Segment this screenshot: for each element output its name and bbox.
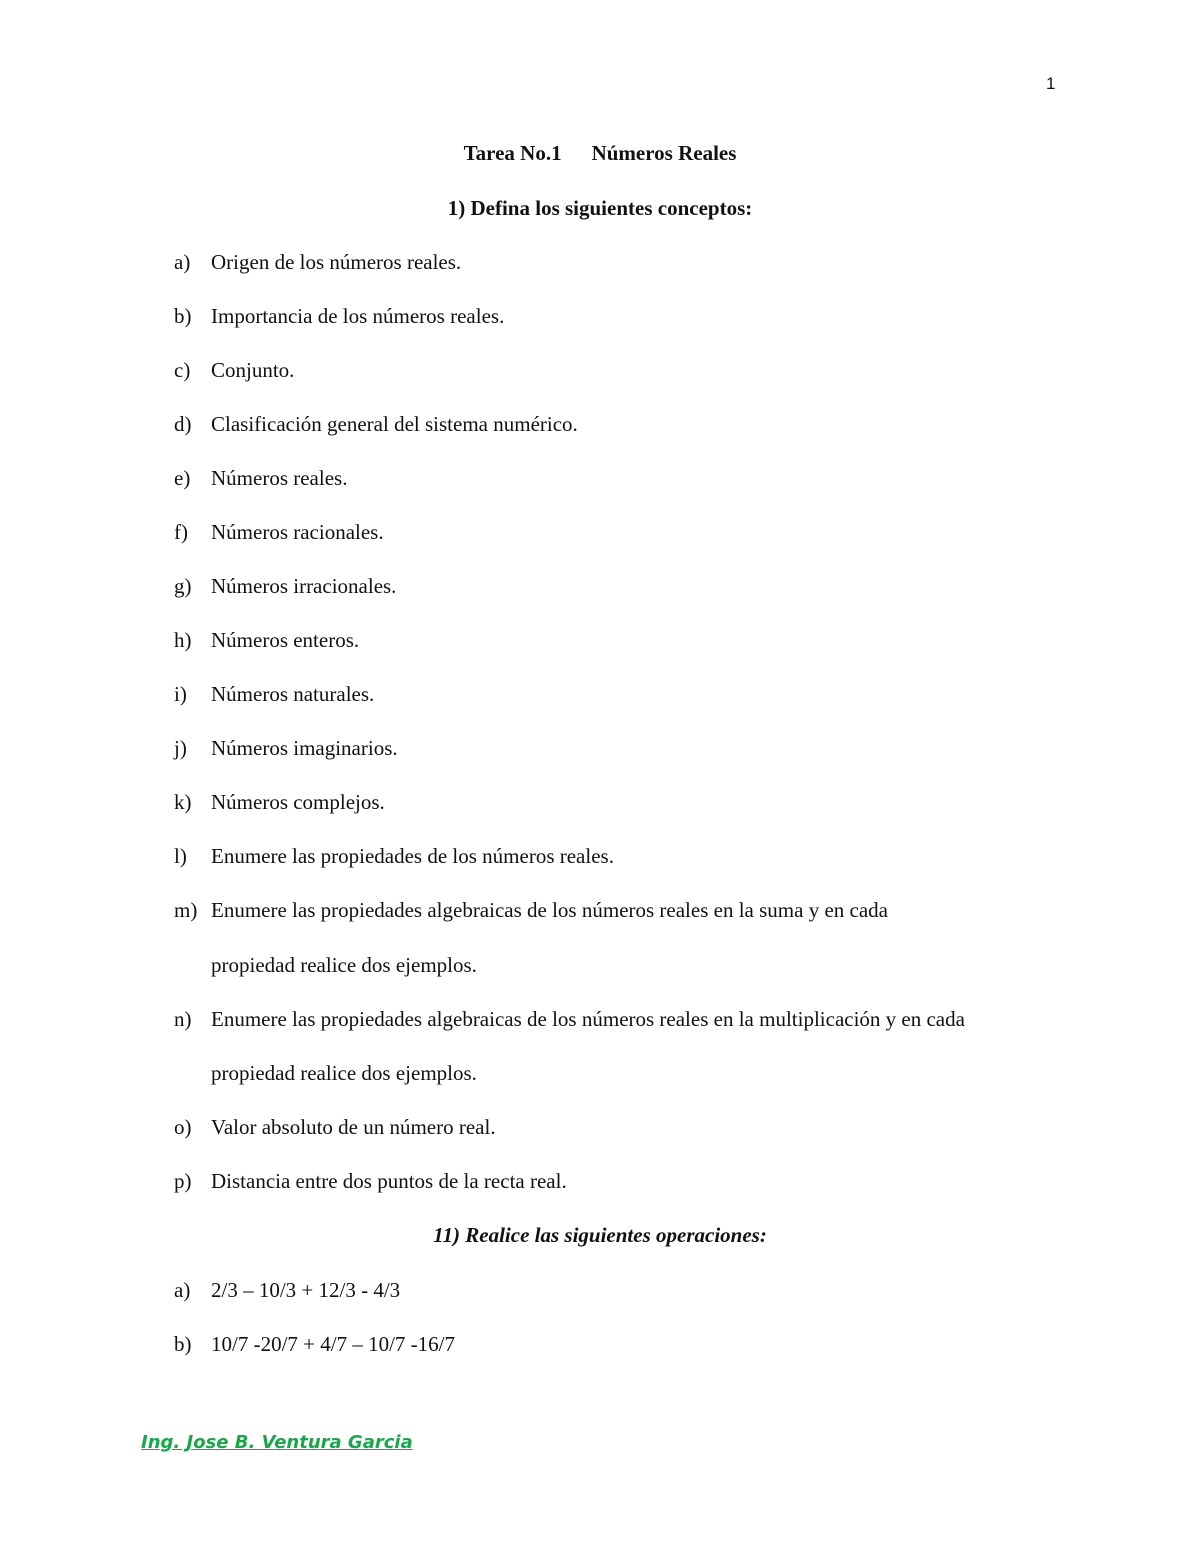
item-label: c) [174,358,191,382]
list-item [174,1169,567,1194]
item-label: n) [174,1007,192,1031]
list-item [174,1332,455,1357]
list-item [174,520,384,545]
list-item [174,628,359,653]
list-item [174,736,398,761]
item-label: i) [174,682,187,706]
list-item [174,358,294,383]
item-text: Clasificación general del sistema numérico. [211,412,578,436]
item-label: m) [174,898,198,922]
list-item [174,412,578,437]
item-text: 10/7 -20/7 + 4/7 – 10/7 -16/7 [211,1332,456,1356]
item-label: a) [174,250,191,274]
item-text: Valor absoluto de un número real. [211,1115,496,1139]
item-text: Enumere las propiedades algebraicas de los números reales en la multiplicación y en cada [211,1007,965,1031]
item-text: Distancia entre dos puntos de la recta real. [211,1169,567,1193]
list-item-continuation: propiedad realice dos ejemplos. [211,953,477,977]
page-number: 1 [1046,74,1056,93]
list-item-continuation: propiedad realice dos ejemplos. [211,1061,477,1085]
page-title [0,141,1200,166]
list-item [174,682,374,707]
title-assignment: Tarea No.1 [463,141,562,165]
item-label: g) [174,574,192,598]
list-item [174,250,461,275]
item-label: j) [174,736,187,760]
item-text: Enumere las propiedades algebraicas de los números reales en la suma y en cada [211,898,888,922]
item-text: Origen de los números reales. [211,250,462,274]
item-text: 2/3 – 10/3 + 12/3 - 4/3 [211,1278,401,1302]
item-label: d) [174,412,192,436]
item-text: Números enteros. [211,628,360,652]
item-label: o) [174,1115,192,1139]
list-item [174,1007,965,1032]
section-heading-operations: 11) Realice las siguientes operaciones: [433,1223,767,1247]
list-item [174,574,396,599]
item-text: Números complejos. [211,790,385,814]
list-item [174,1115,496,1140]
item-text: Enumere las propiedades de los números reales. [211,844,614,868]
item-label: k) [174,790,192,814]
item-text: Números naturales. [211,682,375,706]
title-topic: Números Reales [591,141,737,165]
item-label: h) [174,628,192,652]
section-heading-concepts: 1) Defina los siguientes conceptos: [447,196,753,220]
item-label: f) [174,520,188,544]
item-text: Conjunto. [211,358,295,382]
item-text: Importancia de los números reales. [211,304,505,328]
item-label: b) [174,1332,192,1356]
item-label: p) [174,1169,192,1193]
item-text: Números imaginarios. [211,736,398,760]
list-item [174,466,347,491]
item-text: Números irracionales. [211,574,397,598]
item-text: Números reales. [211,466,348,490]
list-item [174,790,385,815]
item-label: e) [174,466,191,490]
list-item [174,1278,400,1303]
list-item [174,304,504,329]
list-item [174,898,888,923]
item-label: b) [174,304,192,328]
item-label: l) [174,844,187,868]
item-text: Números racionales. [211,520,384,544]
list-item [174,844,614,869]
footer-author: Ing. Jose B. Ventura Garcia [141,1432,413,1453]
item-label: a) [174,1278,191,1302]
